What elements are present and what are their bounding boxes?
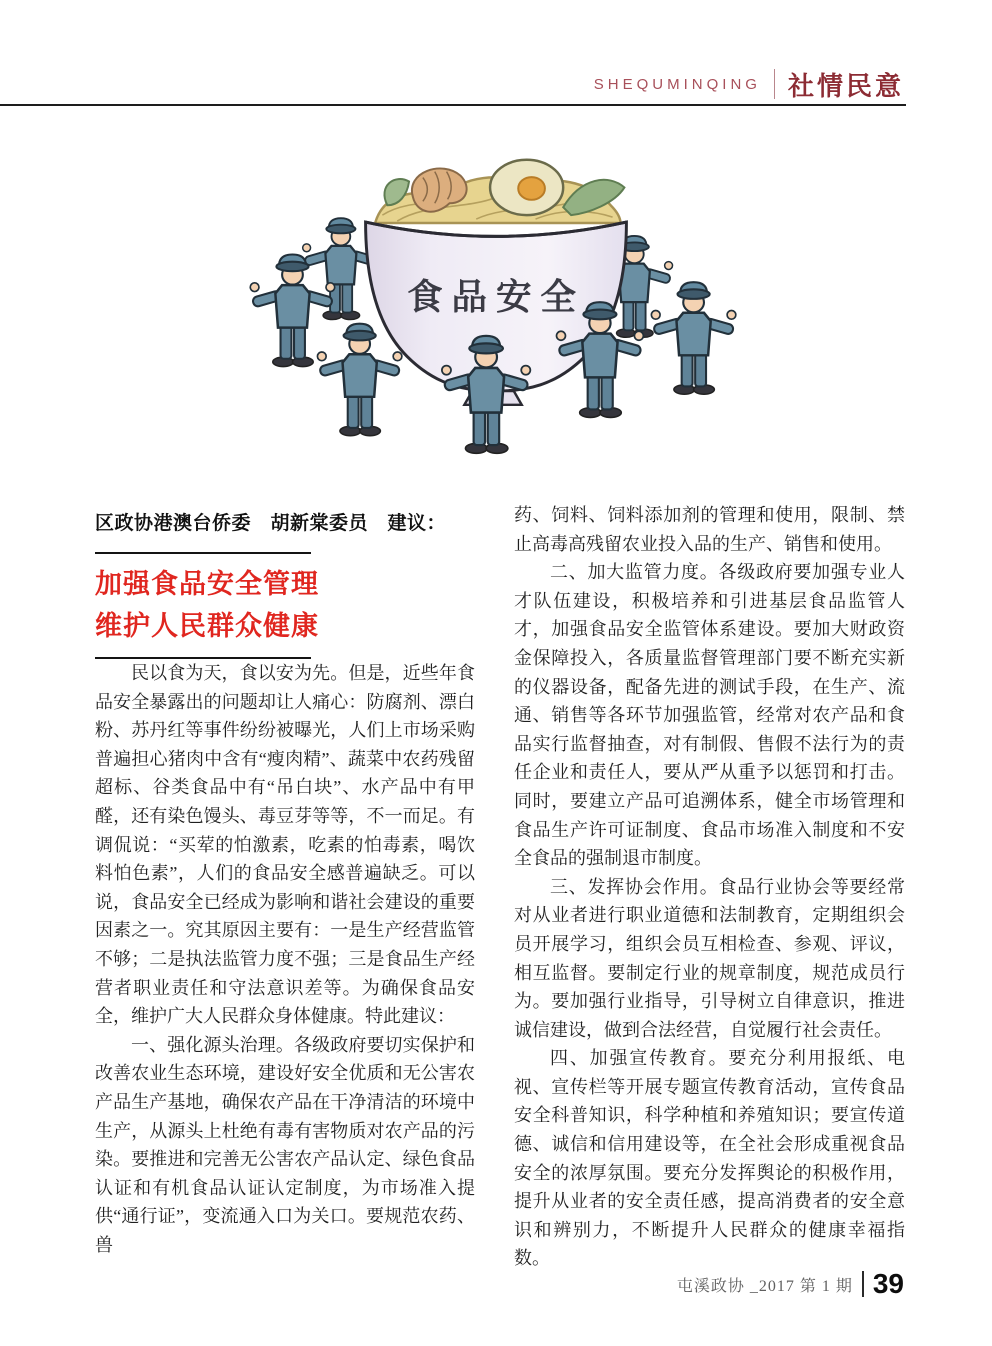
section-name-chinese: 社情民意 [787, 71, 904, 101]
article-title [95, 563, 475, 647]
paragraph: 药、饲料、饲料添加剂的管理和使用，限制、禁止高毒高残留农业投入品的生产、销售和使用。 [514, 505, 905, 554]
journal-issue: 屯溪政协 _2017 第 1 期 [676, 1277, 853, 1295]
paragraph: 四、加强宣传教育。要充分利用报纸、电视、宣传栏等开展专题宣传教育活动，宣传食品安全科普知识，科学种植和养殖知识；要宣传道德、诚信和信用建设等，在全社会形成重视食品安全的浓厚氛围。要充分发挥舆论的积极作用，提升从业者的安全责任感，提高消费者的安全意识和辨别力，不断提升人民群众的健康幸福指数。 [514, 1048, 905, 1269]
paragraph: 民以食为天，食以安为先。但是，近些年食品安全暴露出的问题却让人痛心：防腐剂、漂白粉、苏丹红等事件纷纷被曝光，人们上市场采购普遍担心猪肉中含有“瘦肉精”、蔬菜中农药残留超标、谷类食品中有“吊白块”、水产品中有甲醛，还有染色馒头、毒豆芽等等，不一而足。有调侃说：“买荤的怕激素，吃素的怕毒素，喝饮料怕色素”，人们的食品安全感普遍缺乏。可以说，食品安全已经成为影响和谐社会建设的重要因素之一。究其原因主要有：一是生产经营监管不够；二是执法监管力度不强；三是食品生产经营者职业责任和守法意识差等。为确保食品安全，维护广大人民群众身体健康。特此建议： [95, 663, 475, 1027]
police-officer [317, 324, 401, 436]
section-masthead [594, 64, 904, 104]
paragraph: 二、加大监管力度。各级政府要加强专业人才队伍建设，积极培养和引进基层食品监管人才，加强食品安全监管体系建设。要加大财政资金保障投入，各质量监督管理部门要不断充实新的仪器设备，配备先进的测试手段，在生产、流通、销售等各环节加强监管，经常对农产品和食品实行监督抽查，对有制假、售假不法行为的责任企业和责任人，要从严从重予以惩罚和打击。同时，要建立产品可追溯体系，健全市场管理和食品生产许可证制度、食品市场准入制度和不安全食品的强制退市制度。 [514, 562, 905, 869]
page-footer [677, 1264, 904, 1304]
paragraph: 三、发挥协会作用。食品行业协会等要经常对从业者进行职业道德和法制教育，定期组织会员开展学习，组织会员互相检查、参观、评议，相互监督。要制定行业的规章制度，规范成员行为。要加强行业指导，引导树立自律意识，推进诚信建设，做到合法经营，自觉履行社会责任。 [514, 876, 905, 1040]
article-title-line2: 维护人民群众健康 [95, 611, 319, 641]
egg-yolk [518, 177, 545, 200]
byline: 区政协港澳台侨委 胡新棠委员 建议： [95, 513, 447, 534]
cartoon-svg [249, 126, 743, 488]
section-name-pinyin: SHEQUMINQING [593, 75, 761, 93]
bowl-label: 食品安全 [407, 276, 585, 317]
police-officer [250, 255, 334, 367]
food-safety-cartoon [249, 126, 743, 488]
police-officer [651, 282, 735, 394]
header-rule [0, 104, 906, 106]
footer-divider [862, 1271, 864, 1297]
paragraph: 一、强化源头治理。各级政府要切实保护和改善农业生态环境，建设好安全优质和无公害农产品生产基地，确保农产品在干净清洁的环境中生产，从源头上杜绝有毒有害物质对农产品的污染。要推进和完善无公害农产品认定、绿色食品认证和有机食品认证认定制度，为市场准入提供“通行证”，变流通入口为关口。要规范农药、兽 [95, 1034, 475, 1255]
page-number: 39 [872, 1268, 904, 1299]
right-column [514, 501, 905, 1273]
left-column [95, 508, 475, 1259]
article-title-line1: 加强食品安全管理 [95, 569, 319, 599]
title-rule-top [95, 552, 311, 554]
masthead-divider [774, 69, 775, 99]
